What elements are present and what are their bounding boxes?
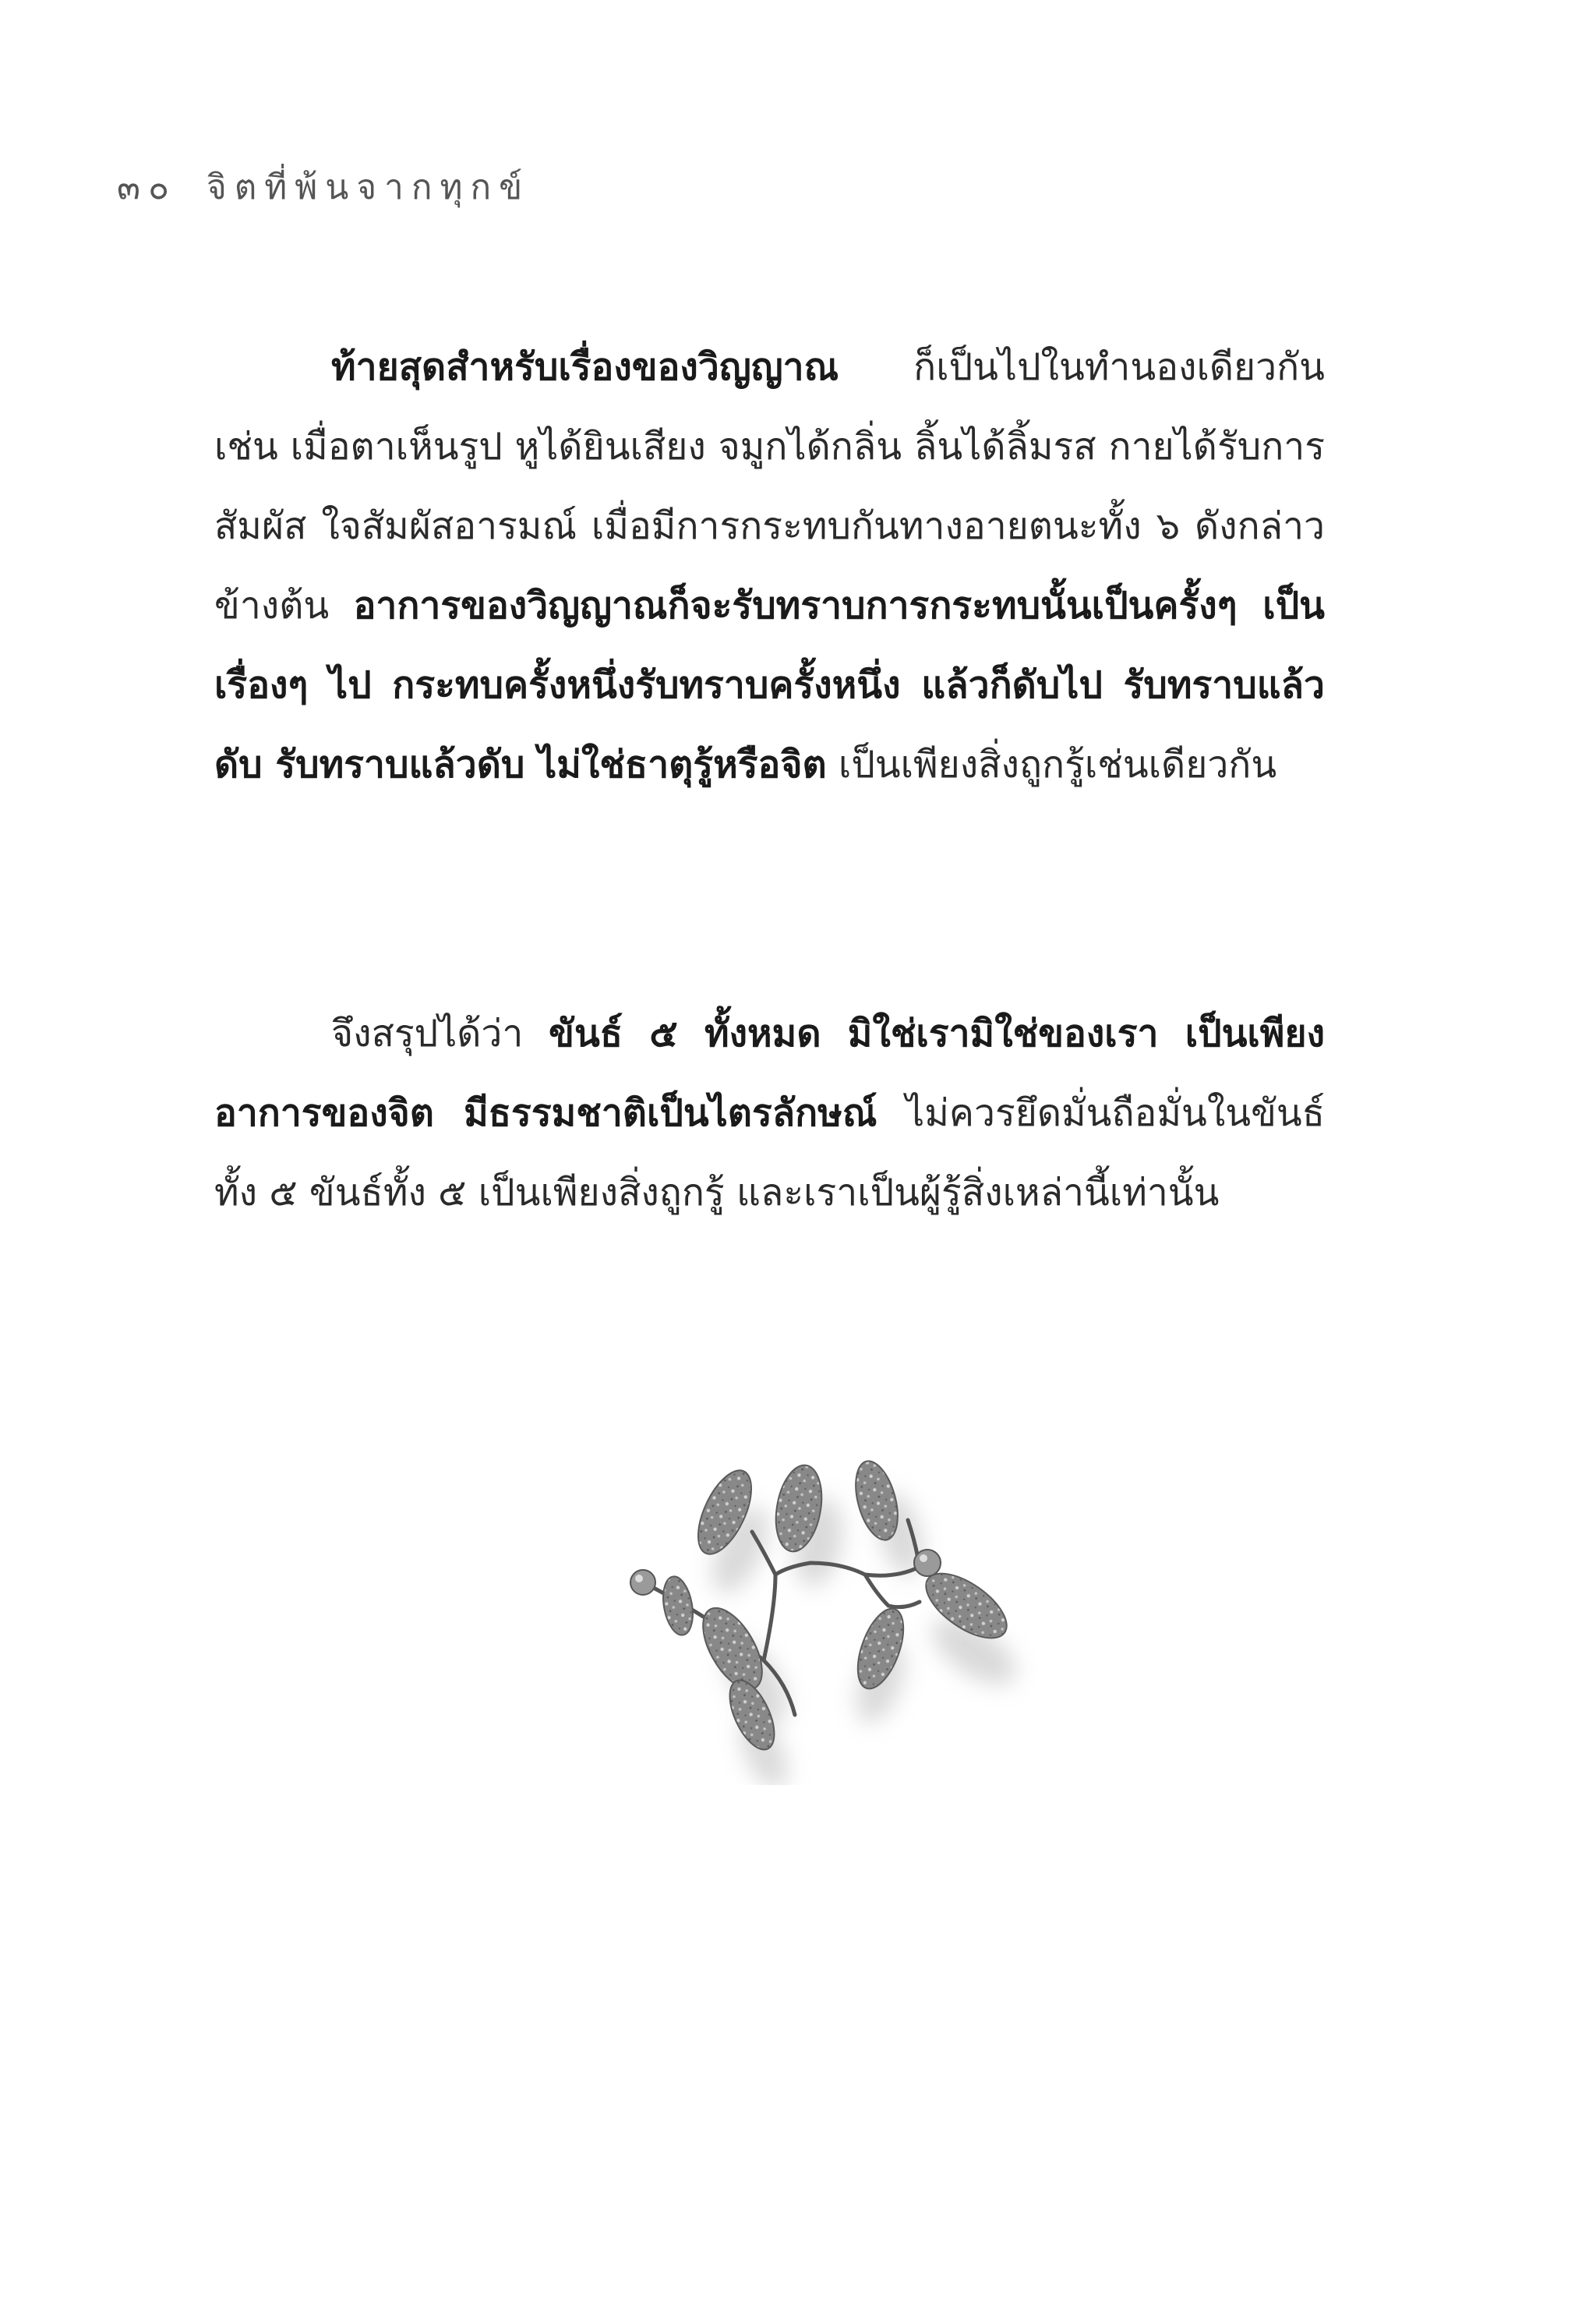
leaf-branch-icon xyxy=(608,1458,1044,1785)
paragraph-2-text-1: จึงสรุปได้ว่า xyxy=(331,1012,549,1055)
paragraph-2-bold-1: ขันธ์ ๕ ทั้งหมด มิใช่เรามิใช่ของเรา เป็นเพียงอาการของจิต มีธรรมชาติเป็นไตรลักษณ์ xyxy=(214,1012,1325,1135)
paragraph-1 xyxy=(214,327,1325,804)
paragraph-1-bold-2: อาการของวิญญาณก็จะรับทราบการกระทบนั้นเป็นครั้งๆ เป็นเรื่องๆ ไป กระทบครั้งหนึ่งรับทราบครั้งหนึ่ง แล้วก็ดับไป รับทราบแล้วดับ รับทราบแล้วดับ ไม่ใช่ธาตุรู้หรือจิต xyxy=(214,584,1325,787)
paragraph-2-text-2: ไม่ควรยึดมั่นถือมั่นในขันธ์ทั้ง ๕ ขันธ์ทั้ง ๕ เป็นเพียงสิ่งถูกรู้ และเราเป็นผู้รู้สิ่งเหล่านี้เท่านั้น xyxy=(214,1091,1325,1214)
running-head xyxy=(117,160,530,214)
paragraph-1-text-2: เป็นเพียงสิ่งถูกรู้เช่นเดียวกัน xyxy=(826,743,1277,787)
paragraph-1-text-1: ก็เป็นไปในทำนองเดียวกัน เช่น เมื่อตาเห็นรูป หูได้ยินเสียง จมูกได้กลิ่น ลิ้นได้ลิ้มรส กายได้รับการสัมผัส ใจสัมผัสอารมณ์ เมื่อมีการกระทบกันทางอายตนะทั้ง ๖ ดังกล่าวข้างต้น xyxy=(214,345,1325,627)
paragraph-1-bold-1: ท้ายสุดสำหรับเรื่องของวิญญาณ xyxy=(331,345,839,389)
page-number: ๓๐ xyxy=(117,168,177,207)
book-title: จิตที่พ้นจากทุกข์ xyxy=(206,168,531,207)
paragraph-2 xyxy=(214,994,1325,1232)
